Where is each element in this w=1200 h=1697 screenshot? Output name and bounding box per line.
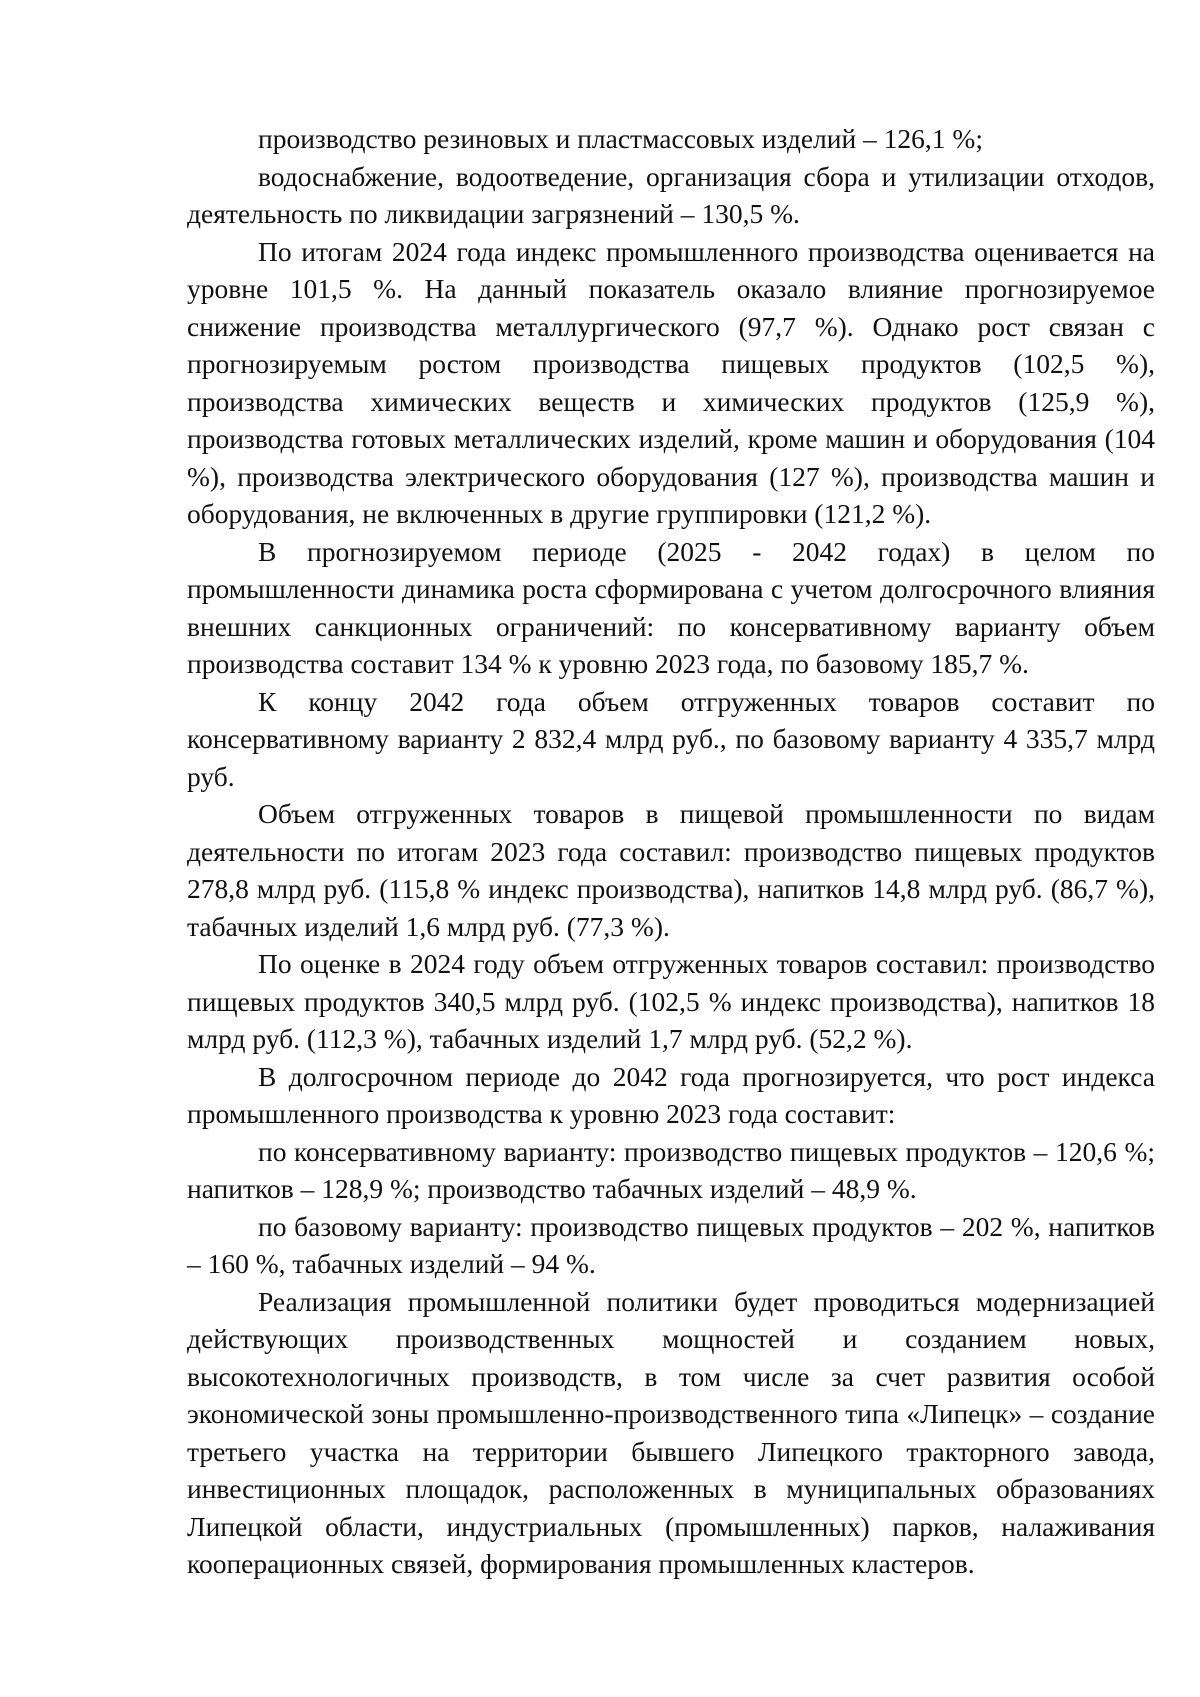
paragraph-industrial-policy: Реализация промышленной политики будет проводиться модернизацией действующих производственных мощностей и созданием новых, высокотехнологичных производств, в том числе за счет развития особой экономической зоны промышленно-производственного типа «Липецк» – создание третьего участка на территории бывшего Липецкого тракторного завода, инвестиционных площадок, расположенных в муниципальных образованиях Липецкой области, индустриальных (промышленных) парков, налаживания кооперационных связей, формирования промышленных кластеров.: [187, 1285, 1155, 1579]
paragraph-rubber-plastics: производство резиновых и пластмассовых изделий – 126,1 %;: [258, 123, 983, 154]
paragraph-conservative-variant: по консервативному варианту: производство пищевых продуктов – 120,6 %; напитков – 128,9 %; производство табачных изделий – 48,9 %.: [187, 1135, 1155, 1204]
paragraph-shipped-goods-2042: К концу 2042 года объем отгруженных товаров составит по консервативному варианту 2 832,4 млрд руб., по базовому варианту 4 335,7 млрд руб.: [187, 685, 1155, 792]
paragraph-base-variant: по базовому варианту: производство пищевых продуктов – 202 %, напитков – 160 %, табачных изделий – 94 %.: [187, 1210, 1155, 1279]
paragraph-food-industry-2023: Объем отгруженных товаров в пищевой промышленности по видам деятельности по итогам 2023 года составил: производство пищевых продуктов 278,8 млрд руб. (115,8 % индекс производства), напитков 14,8 млрд руб. (86,7 %), табачных изделий 1,6 млрд руб. (77,3 %).: [187, 798, 1155, 942]
document-body: [187, 120, 1155, 1583]
paragraph-forecast-period: В прогнозируемом периоде (2025 - 2042 годах) в целом по промышленности динамика роста сформирована с учетом долгосрочного влияния внешних санкционных ограничений: по консервативному варианту объем производства составит 134 % к уровню 2023 года, по базовому 185,7 %.: [187, 535, 1155, 679]
paragraph-long-term-forecast: В долгосрочном периоде до 2042 года прогнозируется, что рост индекса промышленного производства к уровню 2023 года составит:: [187, 1060, 1155, 1129]
paragraph-water-supply: водоснабжение, водоотведение, организация сбора и утилизации отходов, деятельность по ликвидации загрязнений – 130,5 %.: [187, 160, 1155, 229]
paragraph-2024-industrial-index: По итогам 2024 года индекс промышленного производства оценивается на уровне 101,5 %. На данный показатель оказало влияние прогнозируемое снижение производства металлургического (97,7 %). Однако рост связан с прогнозируемым ростом производства пищевых продуктов (102,5 %), производства химических веществ и химических продуктов (125,9 %), производства готовых металлических изделий, кроме машин и оборудования (104 %), производства электрического оборудования (127 %), производства машин и оборудования, не включенных в другие группировки (121,2 %).: [187, 235, 1155, 529]
paragraph-estimate-2024: По оценке в 2024 году объем отгруженных товаров составил: производство пищевых продуктов 340,5 млрд руб. (102,5 % индекс производства), напитков 18 млрд руб. (112,3 %), табачных изделий 1,7 млрд руб. (52,2 %).: [187, 948, 1155, 1054]
